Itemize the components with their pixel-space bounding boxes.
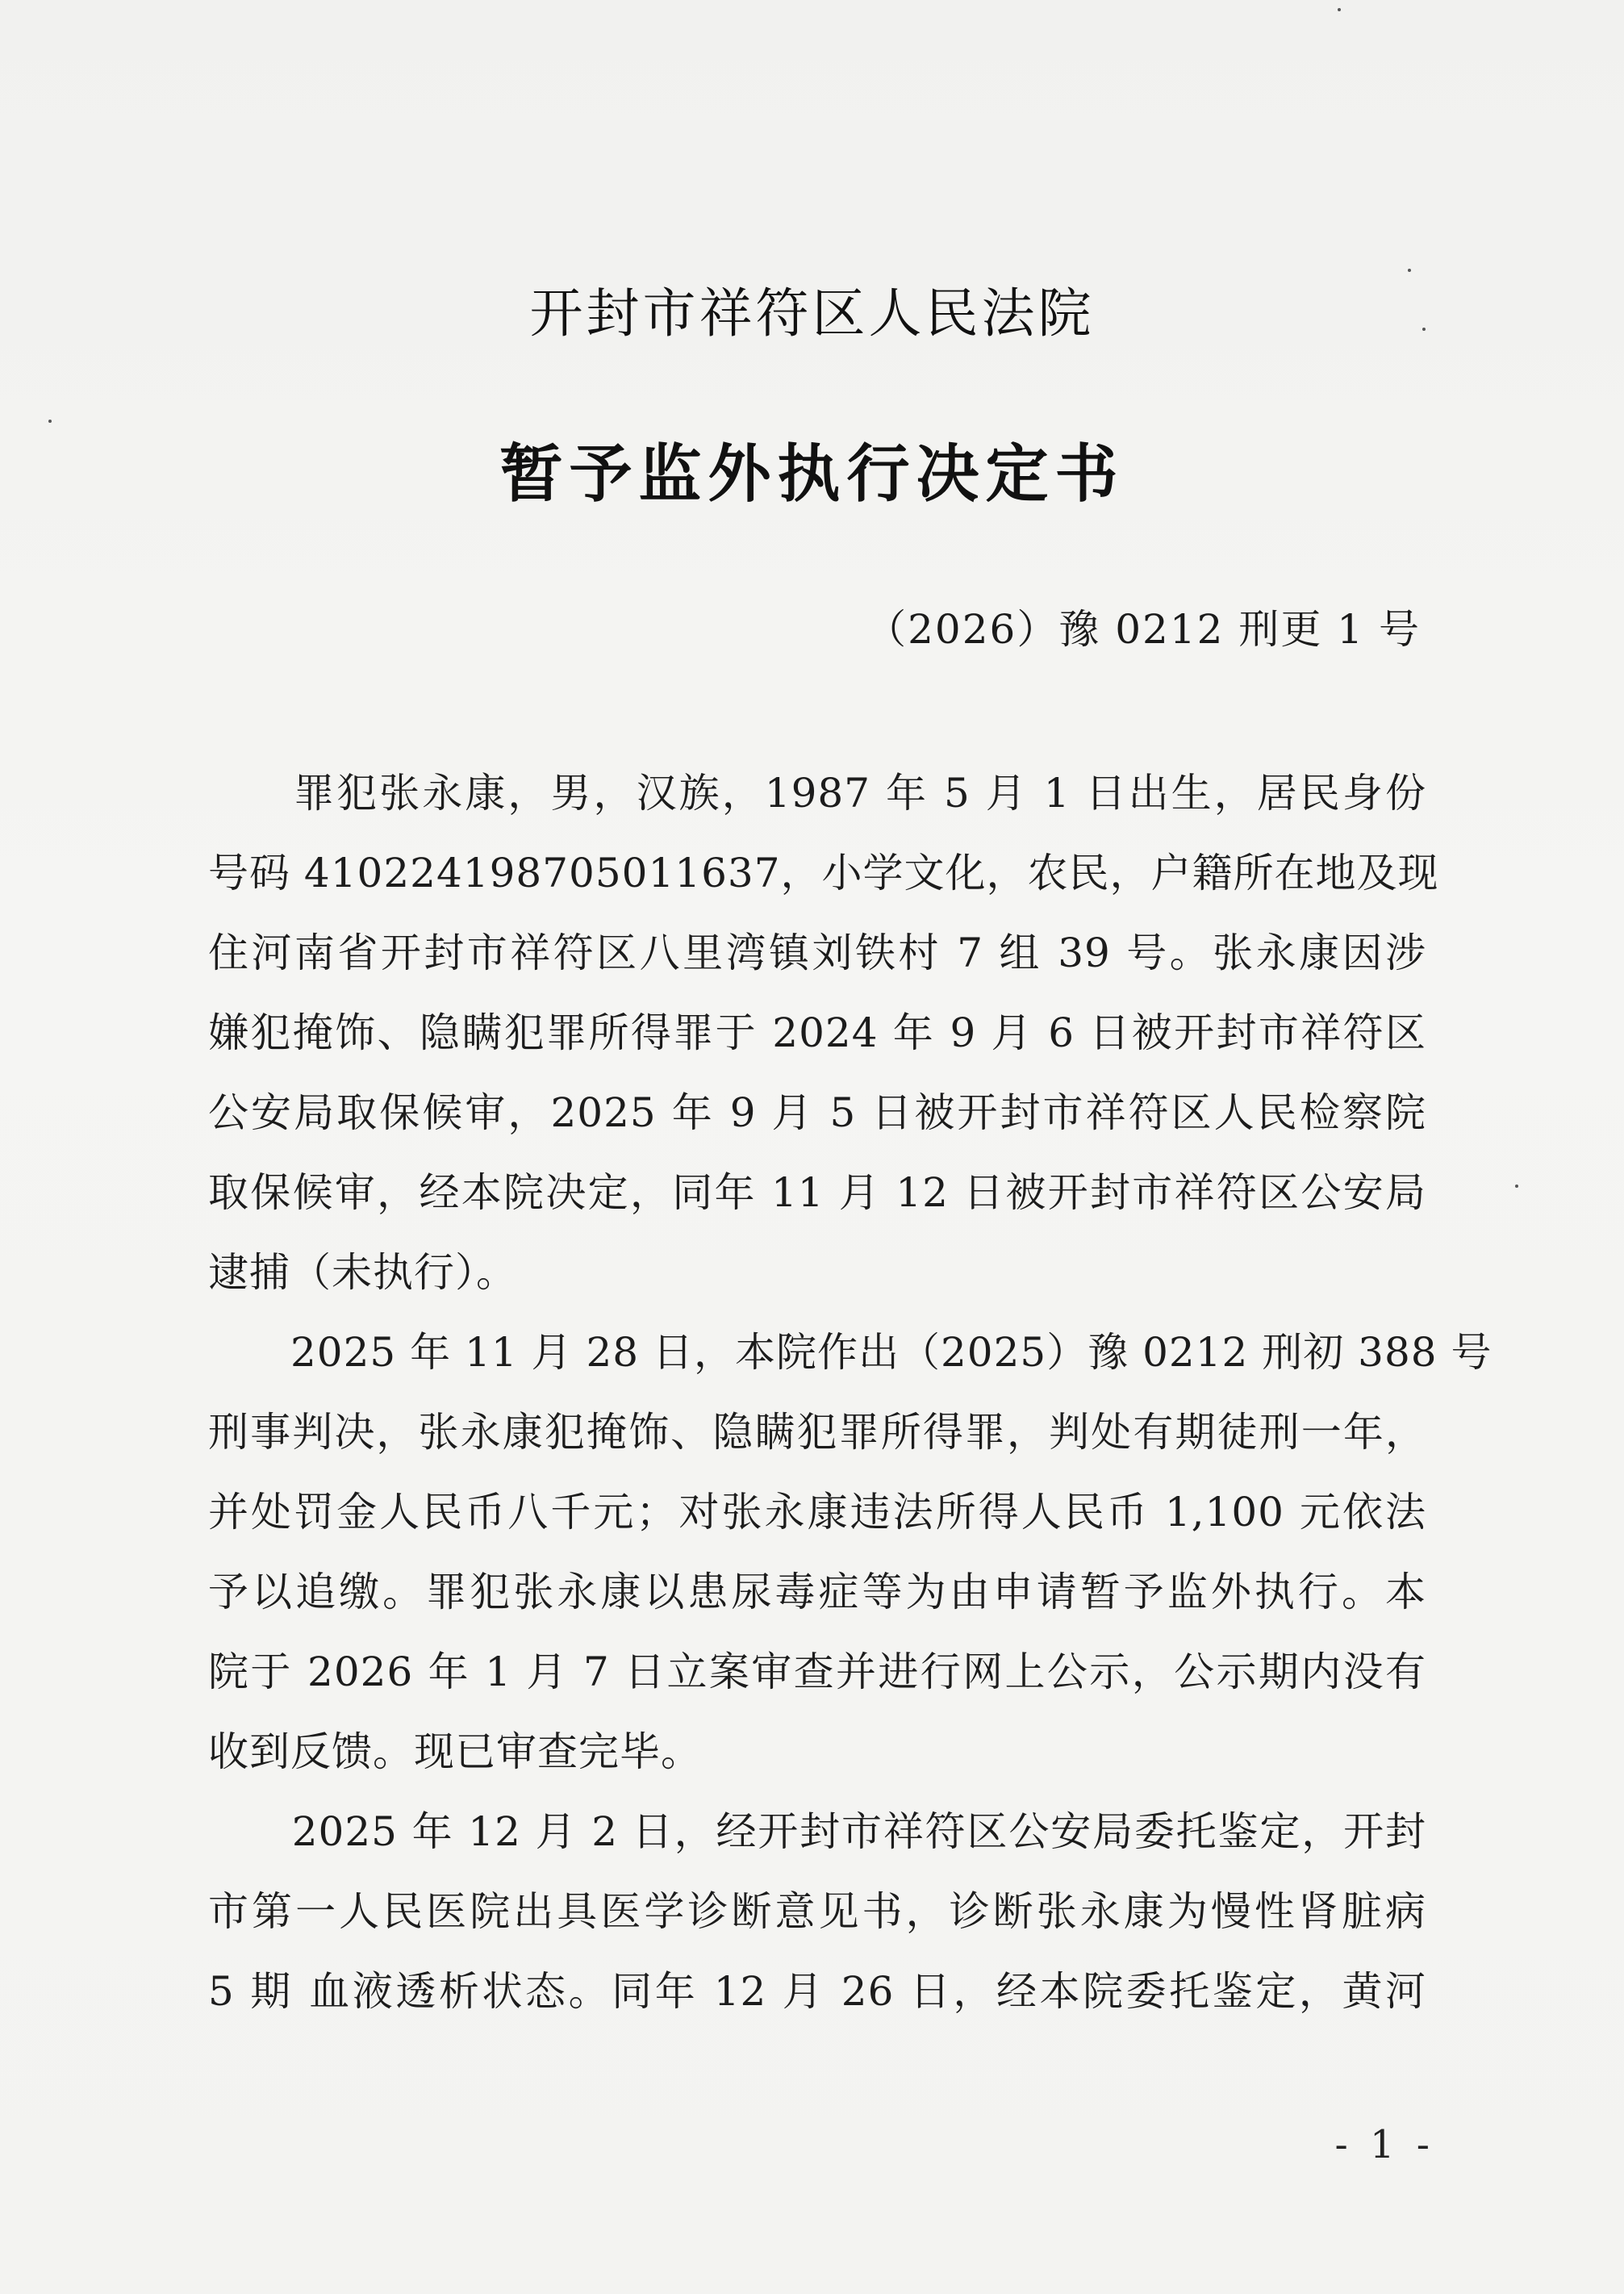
body-line: 院于 2026 年 1 月 7 日立案审查并进行网上公示，公示期内没有 <box>208 1648 1426 1695</box>
body-line: 嫌犯掩饰、隐瞒犯罪所得罪于 2024 年 9 月 6 日被开封市祥符区 <box>208 1009 1426 1056</box>
case-number: （2026）豫 0212 刑更 1 号 <box>866 606 1421 653</box>
court-name: 开封市祥符区人民法院 <box>529 282 1095 345</box>
body-line: 刑事判决，张永康犯掩饰、隐瞒犯罪所得罪，判处有期徒刑一年， <box>208 1409 1426 1456</box>
body-line: 2025 年 11 月 28 日，本院作出（2025）豫 0212 刑初 388 号 <box>208 1329 1492 1376</box>
body-line: 市第一人民医院出具医学诊断意见书，诊断张永康为慢性肾脏病 <box>208 1888 1426 1935</box>
document-title: 暂予监外执行决定书 <box>499 438 1125 511</box>
body-line: 5 期 血液透析状态。同年 12 月 26 日，经本院委托鉴定，黄河 <box>208 1968 1426 2015</box>
body-line: 号码 410224198705011637，小学文化，农民，户籍所在地及现 <box>208 850 1439 896</box>
paper-speck <box>48 420 52 423</box>
body-line: 收到反馈。现已审查完毕。 <box>208 1728 702 1775</box>
paper-speck <box>1338 8 1341 11</box>
paper-speck <box>1515 1185 1518 1188</box>
page-number: - 1 - <box>1334 2122 1434 2167</box>
body-line: 罪犯张永康，男，汉族，1987 年 5 月 1 日出生，居民身份 <box>208 770 1426 817</box>
paper-speck <box>1422 328 1426 331</box>
body-line: 取保候审，经本院决定，同年 11 月 12 日被开封市祥符区公安局 <box>208 1169 1426 1216</box>
body-line: 住河南省开封市祥符区八里湾镇刘铁村 7 组 39 号。张永康因涉 <box>208 930 1426 976</box>
body-line: 逮捕（未执行）。 <box>208 1249 517 1296</box>
body-line: 2025 年 12 月 2 日，经开封市祥符区公安局委托鉴定，开封 <box>208 1808 1426 1855</box>
paper-speck <box>1408 269 1411 272</box>
body-line: 并处罚金人民币八千元；对张永康违法所得人民币 1,100 元依法 <box>208 1489 1426 1536</box>
body-line: 公安局取保候审，2025 年 9 月 5 日被开封市祥符区人民检察院 <box>208 1089 1426 1136</box>
body-line: 予以追缴。罪犯张永康以患尿毒症等为由申请暂予监外执行。本 <box>208 1569 1426 1615</box>
